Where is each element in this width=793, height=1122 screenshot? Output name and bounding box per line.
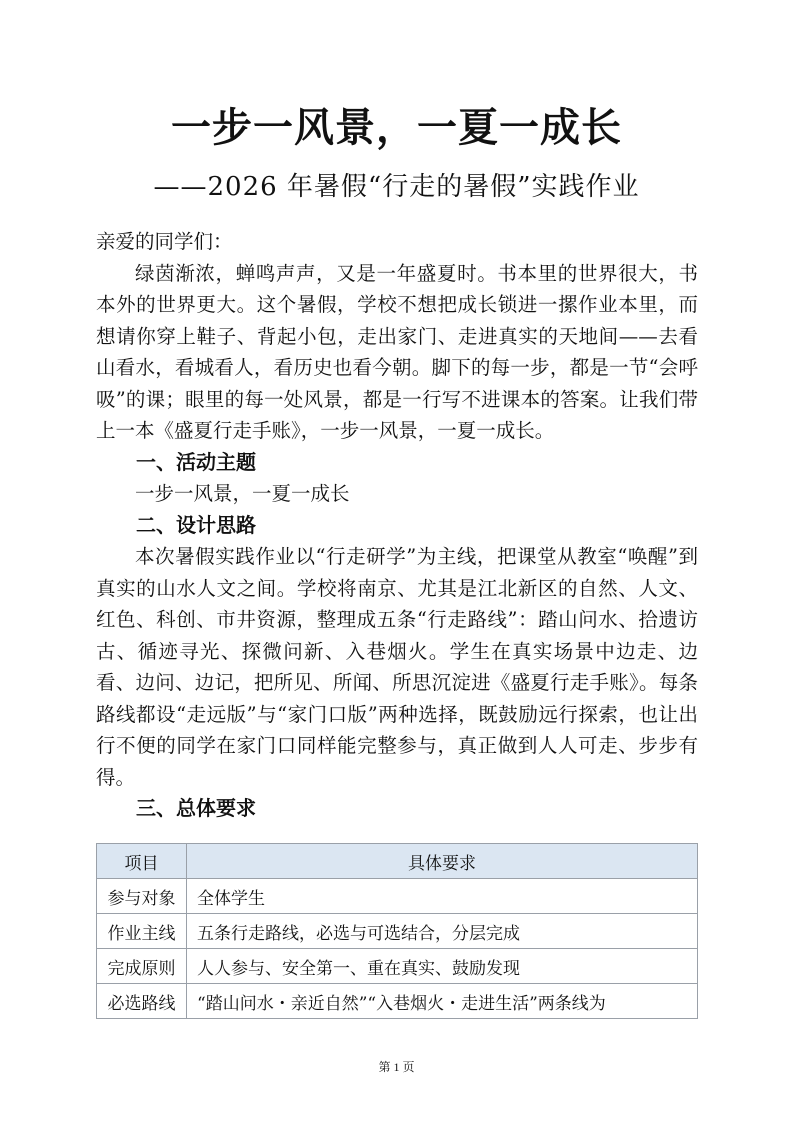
section-heading-theme: 一、活动主题 <box>136 449 256 474</box>
table-cell-item: 参与对象 <box>97 879 187 914</box>
table-header-item: 项目 <box>97 844 187 879</box>
table-cell-requirement: 全体学生 <box>187 879 698 914</box>
table-cell-requirement: 人人参与、安全第一、重在真实、鼓励发现 <box>187 949 698 984</box>
table-cell-item: 作业主线 <box>97 914 187 949</box>
table-row <box>97 949 698 984</box>
table-cell-requirement: 五条行走路线，必选与可选结合，分层完成 <box>187 914 698 949</box>
document-subtitle: ——2026 年暑假“行走的暑假”实践作业 <box>153 172 640 202</box>
table-row <box>97 984 698 1019</box>
design-paragraph: 本次暑假实践作业以“行走研学”为主线，把课堂从教室“唤醒”到真实的山水人文之间。学校将南京、尤其是江北新区的自然、人文、红色、科创、市井资源，整理成五条“行走路线”：踏山问水、拾遗访古、循迹寻光、探微问新、入巷烟火。学生在真实场景中边走、边看、边问、边记，把所见、所闻、所思沉淀进《盛夏行走手账》。每条路线都设“走远版”与“家门口版”两种选择，既鼓励远行探索，也让出行不便的同学在家门口同样能完整参与，真正做到人人可走、步步有得。 <box>96 545 698 789</box>
requirements-table <box>96 843 698 1019</box>
table-row <box>97 914 698 949</box>
table-cell-item: 必选路线 <box>97 984 187 1019</box>
section-heading-requirements: 三、总体要求 <box>136 796 256 820</box>
table-header-requirement: 具体要求 <box>187 844 698 879</box>
document-body <box>96 226 698 825</box>
table-header-row <box>97 844 698 879</box>
greeting: 亲爱的同学们： <box>96 230 233 253</box>
section-heading-design: 二、设计思路 <box>136 512 256 537</box>
page-number: 第 1 页 <box>378 1060 415 1074</box>
table-cell-requirement: “踏山问水・亲近自然”“入巷烟火・走进生活”两条线为 <box>187 984 698 1019</box>
theme-paragraph: 一步一风景，一夏一成长 <box>135 482 350 505</box>
table-row <box>97 879 698 914</box>
table-cell-item: 完成原则 <box>97 949 187 984</box>
document-title: 一步一风景，一夏一成长 <box>171 105 622 151</box>
intro-paragraph: 绿茵渐浓，蝉鸣声声，又是一年盛夏时。书本里的世界很大，书本外的世界更大。这个暑假，学校不想把成长锁进一摞作业本里，而想请你穿上鞋子、背起小包，走出家门、走进真实的天地间——去看山看水，看城看人，看历史也看今朝。脚下的每一步，都是一节“会呼吸”的课；眼里的每一处风景，都是一行写不进课本的答案。让我们带上一本《盛夏行走手账》，一步一风景，一夏一成长。 <box>96 261 698 442</box>
